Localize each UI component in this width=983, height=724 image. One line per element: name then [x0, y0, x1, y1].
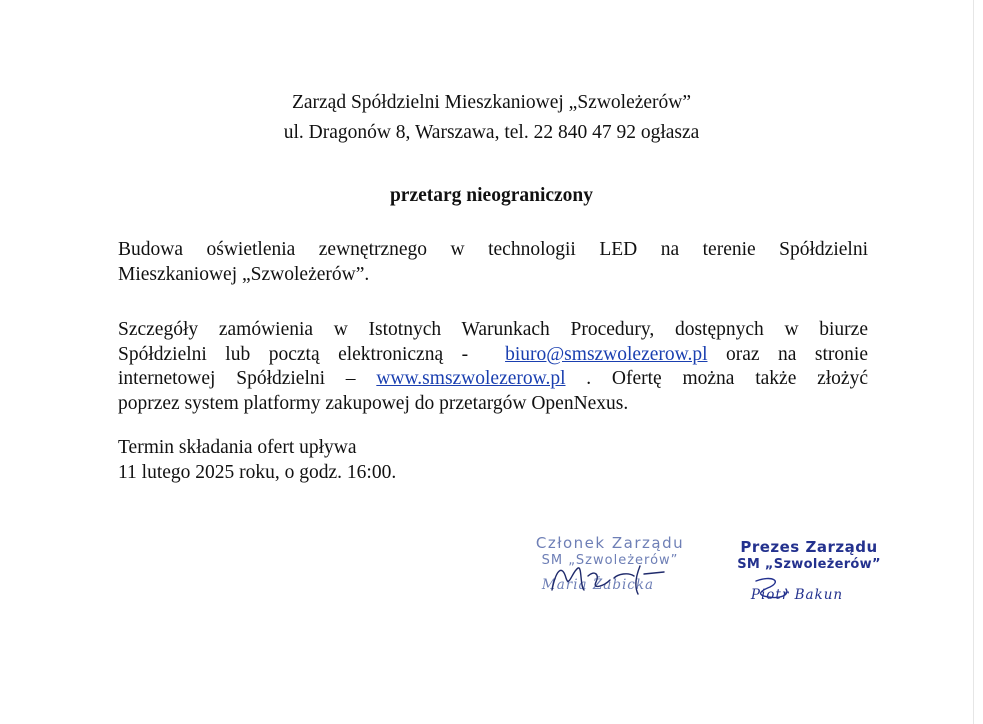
board-member-role: Członek Zarządu — [535, 534, 685, 552]
tender-details-paragraph — [118, 318, 868, 416]
document-title: przetarg nieograniczony — [389, 185, 594, 206]
president-signature — [746, 573, 816, 603]
details-line-3-tail: . Ofertę można także złożyć — [565, 368, 868, 389]
details-line-2 — [118, 343, 868, 368]
president-role: Prezes Zarządu — [740, 538, 878, 556]
president-org: SM „Szwoleżerów” — [737, 557, 881, 572]
board-member-org: SM „Szwoleżerów” — [541, 553, 679, 568]
details-line-2-text: Spółdzielni lub pocztą elektroniczną - — [118, 343, 506, 365]
board-member-name: Maria Żabicka — [541, 577, 655, 593]
email-link[interactable]: biuro@smszwolezerow.pl — [505, 343, 708, 365]
deadline-paragraph — [118, 436, 868, 485]
tender-subject-line-2: Mieszkaniowej „Szwoleżerów”. — [118, 263, 370, 285]
board-member-signature — [544, 560, 674, 600]
details-line-4: poprzez system platformy zakupowej do przetargów OpenNexus. — [118, 392, 629, 414]
tender-subject-line-1: Budowa oświetlenia zewnętrznego w technologii LED na terenie Spółdzielni — [118, 239, 868, 260]
details-line-1: Szczegóły zamówienia w Istotnych Warunkach Procedury, dostępnych w biurze — [118, 319, 868, 340]
website-link[interactable]: www.smszwolezerow.pl — [376, 368, 566, 389]
deadline-line-1: Termin składania ofert upływa — [118, 437, 357, 458]
tender-subject-paragraph — [118, 238, 868, 287]
details-line-2-tail: oraz na stronie — [707, 343, 868, 365]
details-line-3-text: internetowej Spółdzielni – — [118, 368, 377, 389]
announcer-name: Zarząd Spółdzielni Mieszkaniowej „Szwoleżerów” — [291, 92, 692, 113]
president-name: Piotr Bakun — [750, 587, 844, 603]
deadline-line-2: 11 lutego 2025 roku, o godz. 16:00. — [118, 461, 397, 483]
announcer-address: ul. Dragonów 8, Warszawa, tel. 22 840 47 92 ogłasza — [283, 122, 700, 143]
details-line-3 — [118, 367, 868, 392]
